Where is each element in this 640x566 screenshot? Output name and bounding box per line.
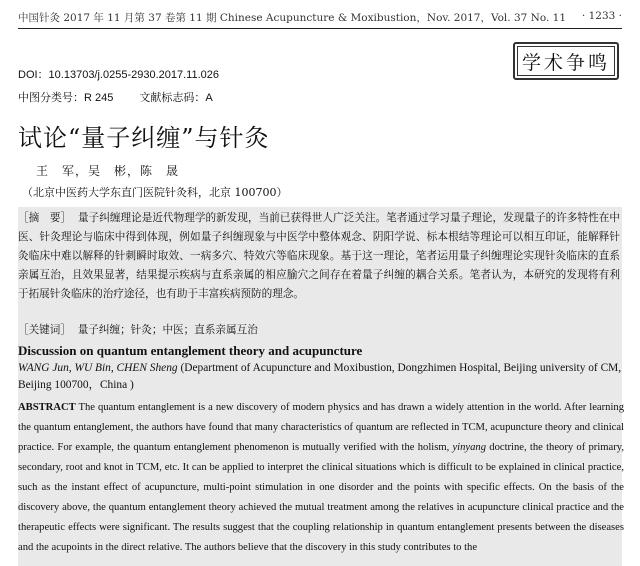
journal-line: 中国针灸 2017 年 11 月第 37 卷第 11 期 Chinese Acupuncture & Moxibustion，Nov. 2017，Vol. 37 No. 11 bbox=[18, 12, 567, 24]
running-header bbox=[18, 6, 622, 28]
abstract-en bbox=[18, 398, 624, 558]
abstract-en-italic-term: yinyang bbox=[452, 442, 487, 453]
abstract-cn bbox=[18, 209, 620, 304]
affiliation-en: (Department of Acupuncture and Moxibustion, Dongzhimen Hospital, Beijing university of CM, Beijing 100700，China ) bbox=[18, 362, 622, 391]
authors-affiliation-en bbox=[18, 360, 624, 394]
authors-cn: 王 军，吴 彬，陈 晟 bbox=[36, 164, 180, 178]
header-rule bbox=[18, 28, 622, 29]
keywords-cn-label: ［关键词］ bbox=[18, 324, 71, 336]
article-title-cn: 试论“量子纠缠”与针灸 bbox=[18, 124, 270, 152]
authors-en: WANG Jun, WU Bin, CHEN Sheng bbox=[18, 362, 178, 374]
affiliation-cn: （北京中医药大学东直门医院针灸科，北京 100700） bbox=[22, 186, 288, 199]
keywords-cn-text: 量子纠缠；针灸；中医；直系亲属互治 bbox=[77, 324, 258, 336]
abstract-cn-label: ［摘 要］ bbox=[18, 212, 72, 224]
abstract-en-part1: The quantum entanglement is a new discovery of modern physics and has drawn a widely attention in the world. After learning the quantum entanglement, the authors have found that many characteristics of quantum are reflected in TCM, acupuncture theory and clinical practice. For example, the quantum entanglement phenomenon is mutually verified with the holism, bbox=[18, 402, 624, 453]
doi: DOI：10.13703/j.0255-2930.2017.11.026 bbox=[18, 69, 220, 81]
document-code: 文献标志码：A bbox=[139, 92, 213, 104]
class-number: 中图分类号：R 245 bbox=[18, 92, 114, 104]
page-number: · 1233 · bbox=[581, 10, 622, 22]
classification-line bbox=[18, 89, 213, 105]
stamp-text: 学术争鸣 bbox=[521, 51, 610, 74]
keywords-cn bbox=[18, 322, 258, 337]
abstract-en-part2: doctrine, the theory of primary, secondary, root and knot in TCM, etc. It can be applied to interpret the clinical situations which is difficult to be explained in clinical practice, such as the instant effect of acupuncture, multi-point stimulation in one disorder and the points with specific effects. On the basis of the discovery above, the quantum entanglement theory achieved the mutual treatment among the relatives in acupuncture clinical practice and the therapeutic effects were significant. The results suggest that the coupling relationship in quantum entanglement presents between the diseases and the acupoints in the direct relative. The authors believe that the discovery in this study contributes to the bbox=[18, 442, 624, 553]
article-title-en: Discussion on quantum entanglement theory and acupuncture bbox=[18, 343, 363, 358]
abstract-en-label: ABSTRACT bbox=[18, 402, 76, 413]
abstract-cn-text: 量子纠缠理论是近代物理学的新发现，当前已获得世人广泛关注。笔者通过学习量子理论，发现量子的许多特性在中医、针灸理论与临床中得到体现，例如量子纠缠现象与中医学中整体观念、阴阳学说、标本根结等理论可以相互印证，能解释针灸临床中难以解释的针刺瞬时取效、一病多穴、特效穴等临床现象。基于这一理论，笔者运用量子纠缠理论实现针灸临床的直系亲属互治，且效果显著，结果提示疾病与直系亲属的相应腧穴之间存在着量子纠缠的耦合关系。笔者认为，本研究的发现将有利于拓展针灸临床的治疗途径，也有助于丰富疾病预防的理念。 bbox=[18, 212, 620, 300]
column-stamp bbox=[513, 42, 619, 80]
